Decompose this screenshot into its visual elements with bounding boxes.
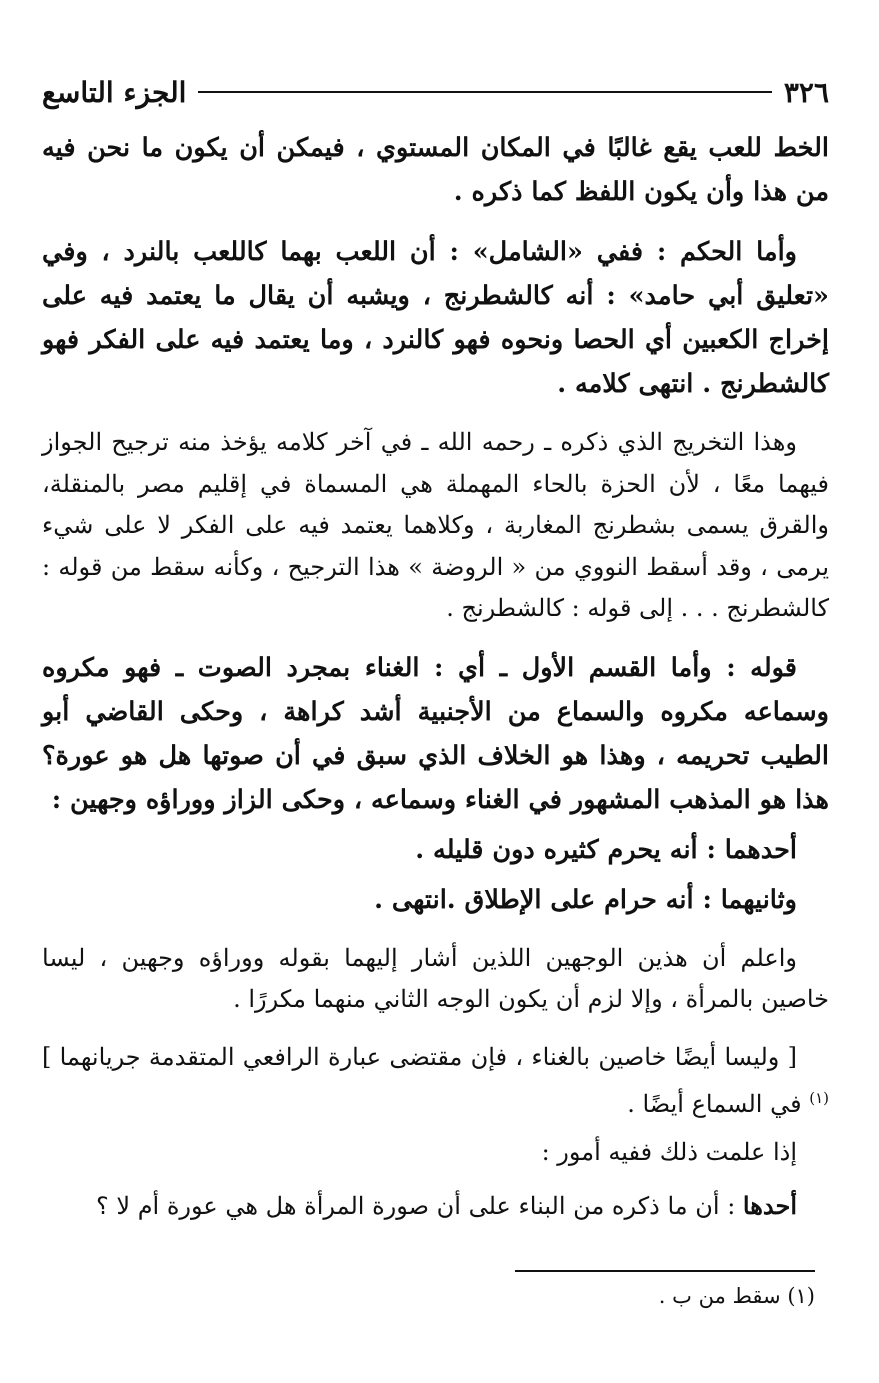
paragraph-10-lead: أحدها bbox=[742, 1191, 797, 1220]
paragraph-1: الخط للعب يقع غالبًا في المكان المستوي ، فيمكن أن يكون ما نحن فيه من هذا وأن يكون اللفظ كما ذكره . bbox=[42, 133, 829, 207]
paragraph-4: قوله : وأما القسم الأول ـ أي : الغناء بمجرد الصوت ـ فهو مكروه وسماعه مكروه والسماع من الأجنبية أشد كراهة ، وحكى القاضي أبو الطيب تحريمه ، وهذا هو الخلاف الذي سبق في أن صوتها هل هو عورة؟ هذا هو المذهب المشهور في الغناء وسماعه ، وحكى الزاز ووراؤه وجهين : bbox=[42, 652, 829, 815]
footnote: (١) سقط من ب . bbox=[658, 1284, 815, 1308]
paragraph-8 bbox=[42, 1037, 829, 1126]
paragraph-6: وثانيهما : أنه حرام على الإطلاق .انتهى . bbox=[374, 884, 797, 915]
header-rule bbox=[198, 91, 771, 93]
paragraph-8-tail: في السماع أيضًا . bbox=[627, 1090, 810, 1118]
paragraph-5: أحدهما : أنه يحرم كثيره دون قليله . bbox=[415, 834, 797, 865]
paragraph-8-text: [ وليسا أيضًا خاصين بالغناء ، فإن مقتضى عبارة الرافعي المتقدمة جريانهما ] bbox=[42, 1042, 797, 1071]
part-title: الجزء التاسع bbox=[42, 75, 187, 109]
footnote-reference: (١) bbox=[809, 1089, 829, 1107]
paragraph-10-text: : أن ما ذكره من البناء على أن صورة المرأة هل هي عورة أم لا ؟ bbox=[96, 1192, 743, 1220]
footnote-rule bbox=[515, 1270, 815, 1272]
page-number: ٣٢٦ bbox=[783, 75, 829, 109]
paragraph-3: وهذا التخريج الذي ذكره ـ رحمه الله ـ في آخر كلامه يؤخذ منه ترجيح الجواز فيهما معًا ، لأن الحزة بالحاء المهملة هي المسماة في إقليم مصر بالمنقلة، والقرق يسمى بشطرنج المغاربة ، وكلاهما يعتمد فيه على الفكر لا على شيء يرمى ، وقد أسقط النووي من « الروضة » هذا الترجيح ، وكأنه سقط من قوله : كالشطرنج . . . إلى قوله : كالشطرنج . bbox=[42, 428, 829, 622]
paragraph-9: إذا علمت ذلك ففيه أمور : bbox=[541, 1137, 797, 1166]
page-header bbox=[42, 70, 829, 114]
paragraph-7: واعلم أن هذين الوجهين اللذين أشار إليهما بقوله ووراؤه وجهين ، ليسا خاصين بالمرأة ، وإلا لزم أن يكون الوجه الثاني منهما مكررًا . bbox=[42, 943, 829, 1013]
paragraph-10 bbox=[42, 1185, 829, 1228]
paragraph-2: وأما الحكم : ففي «الشامل» : أن اللعب بهما كاللعب بالنرد ، وفي «تعليق أبي حامد» : أنه كالشطرنج ، ويشبه أن يقال ما يعتمد فيه على إخراج الكعبين أي الحصا ونحوه فهو كالنرد ، وما يعتمد فيه على الفكر فهو كالشطرنج . انتهى كلامه . bbox=[42, 237, 829, 399]
